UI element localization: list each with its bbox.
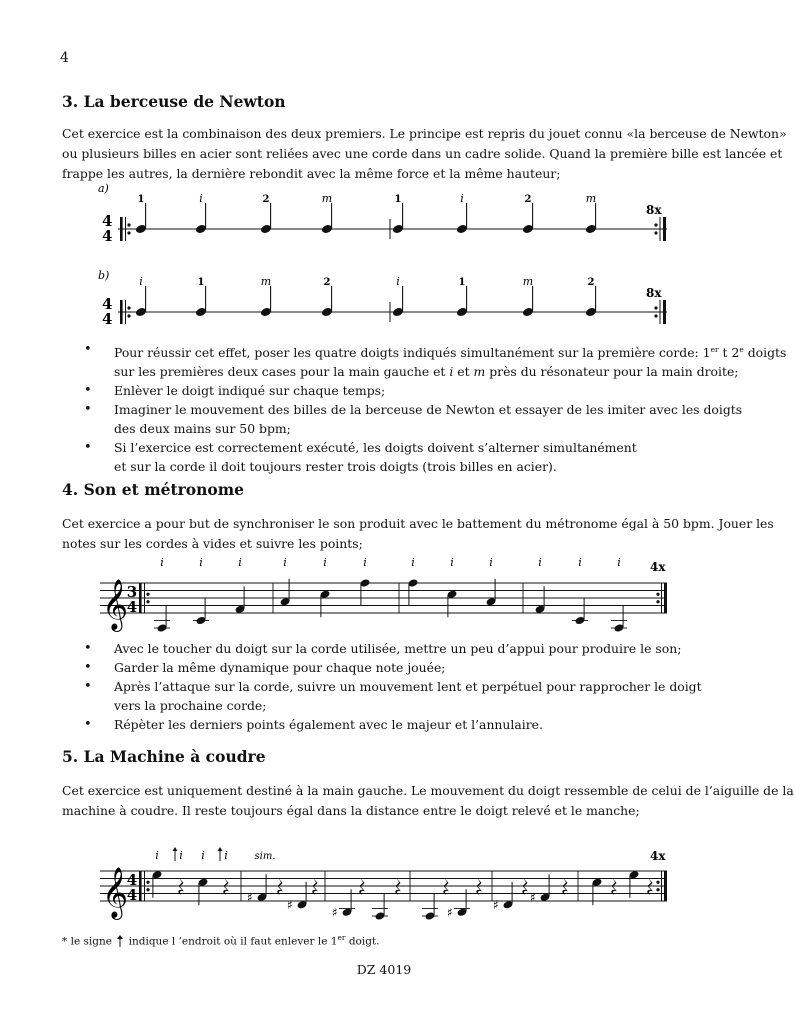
fingering-label: i	[411, 556, 415, 569]
fingering-label: i	[489, 556, 493, 569]
fingering-label: i	[538, 556, 542, 569]
sharp-sign: ♯	[247, 890, 253, 905]
section-3-title: 3. La berceuse de Newton	[62, 92, 286, 111]
exercise-repeat: 4x	[650, 849, 666, 863]
quarter-rest	[611, 878, 617, 895]
fingering-label: 2	[587, 277, 595, 288]
fingering-label: i	[450, 556, 454, 569]
fingering-label: i	[199, 192, 203, 205]
quarter-rest	[178, 878, 184, 895]
quarter-rest	[359, 878, 365, 895]
fingering-label: i	[179, 849, 183, 862]
time-sig-top: 4	[126, 871, 138, 889]
sharp-sign: ♯	[287, 897, 293, 912]
arrow-up-icon	[173, 847, 178, 861]
list-item: • Répèter les derniers points également avec le majeur et l’annulaire.	[80, 715, 720, 734]
fingering-label: 2	[262, 194, 270, 205]
fingering-label: i	[201, 849, 205, 862]
exercise-b-label: b)	[98, 269, 110, 282]
quarter-rest	[395, 878, 401, 895]
time-sig-b-bottom: 4	[102, 310, 113, 328]
fingering-label: i	[578, 556, 582, 569]
repeat-start	[139, 871, 142, 901]
time-sig-bottom: 4	[126, 598, 138, 616]
time-sig-b-top: 4	[102, 295, 113, 313]
fingering-label: 1	[394, 194, 402, 205]
fingering-label: m	[585, 192, 597, 205]
quarter-rest	[522, 878, 528, 895]
quarter-rest	[647, 878, 653, 895]
quarter-rest	[312, 878, 318, 895]
fingering-label: i	[460, 192, 464, 205]
fingering-label: m	[522, 275, 534, 288]
fingering-label: i	[617, 556, 621, 569]
sharp-sign: ♯	[493, 897, 499, 912]
sharp-sign: ♯	[447, 905, 453, 920]
fingering-label: m	[321, 192, 333, 205]
footnote: * le signe indique l ’endroit où il faut enlever le 1er doigt.	[62, 933, 380, 948]
fingering-label: i	[238, 556, 242, 569]
list-item: • Avec le toucher du doigt sur la corde utilisée, mettre un peu d’appui pour produire le son;	[80, 639, 720, 658]
sharp-sign: ♯	[332, 905, 338, 920]
section-5-intro: Cet exercice est uniquement destiné à la main gauche. Le mouvement du doigt ressemble de celui de l’aiguille de la machine à coudre. Il reste toujours égal dans la distance entre le doigt relevé et le manche;	[62, 783, 794, 818]
arrow-up-icon	[218, 847, 223, 861]
quarter-rest	[277, 878, 283, 895]
quarter-note	[372, 893, 388, 921]
fingering-label: i	[363, 556, 367, 569]
exercise-a-label: a)	[98, 182, 109, 195]
list-item: • Après l’attaque sur la corde, suivre un mouvement lent et perpétuel pour rapprocher le doigt vers la prochaine corde;	[80, 677, 720, 715]
time-sig-bottom: 4	[126, 886, 138, 904]
page-footer: DZ 4019	[356, 962, 412, 977]
fingering-label: m	[260, 275, 272, 288]
treble-clef: 𝄞	[102, 867, 129, 918]
fingering-label: i	[139, 275, 143, 288]
arrow-up-icon	[115, 935, 125, 947]
section-4-title: 4. Son et métronome	[62, 480, 244, 499]
sharp-sign: ♯	[530, 890, 536, 905]
time-sig-top: 3	[126, 583, 138, 601]
list-item: • Imaginer le mouvement des billes de la berceuse de Newton et essayer de les imiter avec les doigts des deux mains sur 50 bpm;	[80, 400, 720, 438]
fingering-label: 2	[323, 277, 331, 288]
time-sig-a-top: 4	[102, 212, 113, 230]
quarter-rest	[562, 878, 568, 895]
exercise-a-repeat: 8x	[646, 203, 662, 217]
list-item: • Pour réussir cet effet, poser les quatre doigts indiqués simultanément sur la première corde: 1er t 2e doigts sur les premières deux cases pour la main gauche et i et m près du résonateur pour la main droite;	[80, 340, 720, 381]
page-number: 4	[60, 50, 69, 66]
list-item: • Si l’exercice est correctement exécuté, les doigts doivent s’alterner simultanément et sur la corde il doit toujours rester trois doigts (trois billes en acier).	[80, 438, 720, 476]
list-item: • Garder la même dynamique pour chaque note jouée;	[80, 658, 720, 677]
quarter-rest	[476, 878, 482, 895]
exercise-b-repeat: 8x	[646, 286, 662, 300]
fingering-label: 1	[458, 277, 466, 288]
quarter-rest	[443, 878, 449, 895]
repeat-end	[664, 871, 667, 901]
fingering-label: i	[199, 556, 203, 569]
fingering-label: 1	[197, 277, 205, 288]
exercise-repeat: 4x	[650, 560, 666, 574]
section-5-title: 5. La Machine à coudre	[62, 747, 266, 766]
section-3-intro: Cet exercice est la combinaison des deux premiers. Le principe est repris du jouet connu «la berceuse de Newton» ou plusieurs billes en acier sont reliées avec une corde dans un cadre solide. Quand la première bille est lancée et frappe les autres, la dernière rebondit avec la même force et la même hauteur;	[62, 126, 787, 181]
section-4-intro: Cet exercice a pour but de synchroniser le son produit avec le battement du métronome égal à 50 bpm. Jouer les notes sur les cordes à vides et suivre les points;	[62, 516, 774, 551]
treble-clef: 𝄞	[102, 579, 129, 630]
fingering-label: 1	[137, 194, 145, 205]
time-sig-a-bottom: 4	[102, 227, 113, 245]
quarter-note	[422, 893, 438, 921]
fingering-label: i	[160, 556, 164, 569]
fingering-label: i	[283, 556, 287, 569]
fingering-label: i	[396, 275, 400, 288]
fingering-label: i	[224, 849, 228, 862]
quarter-rest	[223, 878, 229, 895]
fingering-label: i	[323, 556, 327, 569]
fingering-label: 2	[524, 194, 532, 205]
fingering-label: i	[155, 849, 159, 862]
simile-marking: sim.	[254, 851, 276, 862]
list-item: • Enlèver le doigt indiqué sur chaque temps;	[80, 381, 720, 400]
